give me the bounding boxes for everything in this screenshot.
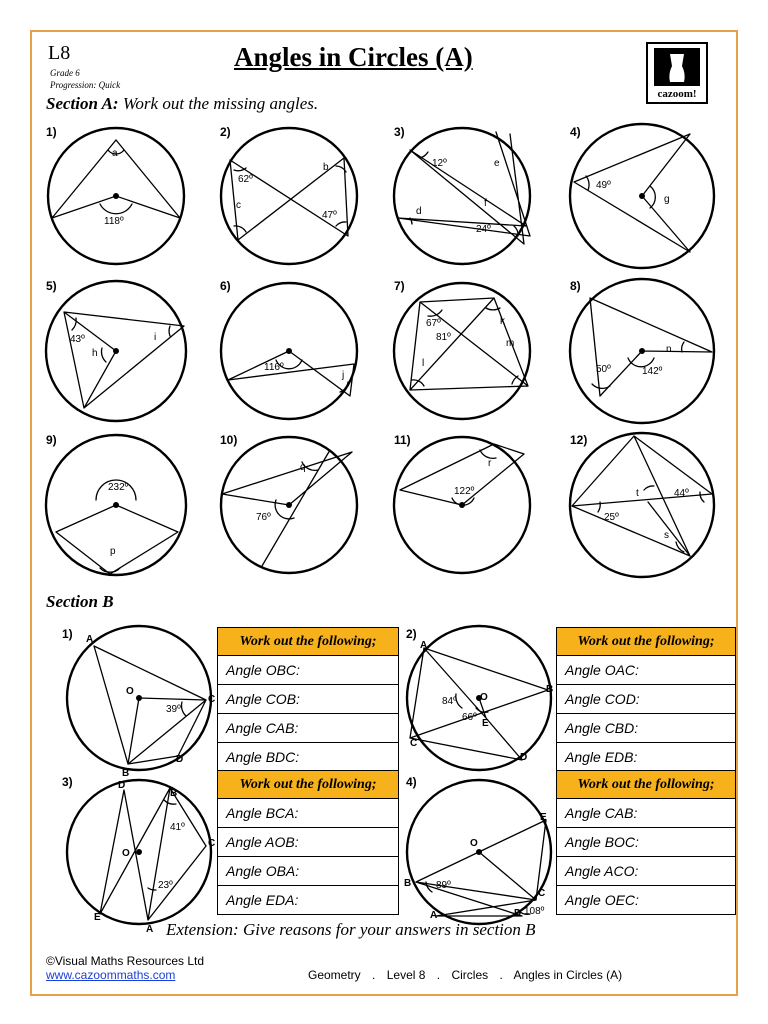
question-number: 12) [570, 433, 588, 447]
angle-label: f [484, 198, 487, 209]
question-number: 4) [570, 125, 581, 139]
section-b-label: Section B [46, 592, 114, 611]
point-label: C [538, 888, 546, 899]
angle-label: i [154, 332, 157, 343]
section-a-instruction: Work out the missing angles. [122, 94, 319, 113]
angle-label: m [506, 338, 515, 349]
task-cell[interactable]: Angle OBA: [218, 857, 399, 886]
point-label: A [430, 910, 438, 921]
point-label: E [94, 912, 101, 923]
footer-breadcrumb [308, 968, 622, 982]
footer-topic: Geometry [308, 968, 361, 982]
point-label: D [514, 908, 522, 919]
task-cell[interactable]: Angle CAB: [557, 799, 736, 828]
question-number: 8) [570, 279, 581, 293]
question-number: 10) [220, 433, 238, 447]
point-label: C [410, 738, 418, 749]
angle-label: 89º [436, 880, 451, 891]
point-label: B [170, 788, 178, 799]
angle-label: s [664, 530, 669, 541]
angle-label: 12º [432, 158, 447, 169]
point-label: O [126, 686, 134, 697]
footer-sheet: Angles in Circles (A) [513, 968, 623, 982]
task-cell[interactable]: Angle ACO: [557, 857, 736, 886]
angle-label: 76º [256, 512, 271, 523]
angle-label: 23º [158, 880, 173, 891]
point-label: O [122, 848, 130, 859]
angle-label: 43º [70, 334, 85, 345]
point-label: O [470, 838, 478, 849]
task-cell[interactable]: Angle OEC: [557, 886, 736, 915]
point-label: A [146, 924, 154, 935]
angle-label: d [416, 206, 422, 217]
point-label: D [118, 780, 126, 791]
angle-label: 67º [426, 318, 441, 329]
footer-unit: Circles [451, 968, 489, 982]
point-label: A [86, 634, 94, 645]
point-label: A [420, 640, 428, 651]
task-table-3 [217, 770, 399, 915]
table-header: Work out the following; [218, 771, 399, 799]
angle-label: q [300, 462, 306, 473]
angle-label: 81º [436, 332, 451, 343]
footer-separator: . [372, 968, 376, 982]
question-number: 3) [62, 775, 73, 789]
task-cell[interactable]: Angle CBD: [557, 714, 736, 743]
question-number: 9) [46, 433, 57, 447]
point-label: E [482, 718, 489, 729]
angle-label: 25º [604, 512, 619, 523]
angle-label: t [636, 488, 639, 499]
task-cell[interactable]: Angle AOB: [218, 828, 399, 857]
point-label: B [404, 878, 412, 889]
angle-label: 122º [454, 486, 475, 497]
point-label: E [540, 812, 547, 823]
angle-label: 44º [674, 488, 689, 499]
point-label: C [208, 838, 216, 849]
website-link-wrapper [46, 968, 175, 982]
website-link[interactable]: www.cazoommaths.com [46, 968, 176, 982]
question-number: 1) [62, 627, 73, 641]
task-cell[interactable]: Angle BDC: [218, 743, 399, 772]
task-cell[interactable]: Angle CAB: [218, 714, 399, 743]
angle-label: 66º [462, 712, 477, 723]
angle-label: 116º [264, 362, 284, 373]
question-number: 2) [220, 125, 231, 139]
footer-level: Level 8 [386, 968, 426, 982]
angle-label: h [92, 348, 98, 359]
table-header: Work out the following; [557, 771, 736, 799]
angle-label: 39º [166, 704, 181, 715]
question-number: 2) [406, 627, 417, 641]
table-header: Work out the following; [557, 628, 736, 656]
angle-label: n [666, 344, 672, 355]
angle-label: k [500, 316, 505, 327]
task-cell[interactable]: Angle COB: [218, 685, 399, 714]
copyright-text: ©Visual Maths Resources Ltd [46, 954, 205, 968]
angle-label: 49º [596, 180, 611, 191]
angle-label: 41º [170, 822, 185, 833]
angle-label: 50º [596, 364, 611, 375]
angle-label: 84º [442, 696, 457, 707]
angle-label: 62º [238, 174, 253, 185]
angle-label: c [236, 200, 241, 211]
question-number: 4) [406, 775, 417, 789]
level-label: L8 [48, 42, 71, 64]
section-a-label: Section A: [46, 94, 119, 113]
grade-label: Grade 6 [50, 68, 80, 78]
task-cell[interactable]: Angle EDA: [218, 886, 399, 915]
task-table-4 [556, 770, 736, 915]
angle-label: e [494, 158, 500, 169]
angle-label: 108º [524, 906, 545, 917]
task-cell[interactable]: Angle BCA: [218, 799, 399, 828]
question-number: 11) [394, 433, 411, 447]
point-label: C [208, 694, 216, 705]
task-cell[interactable]: Angle COD: [557, 685, 736, 714]
logo-text: cazoom! [657, 88, 697, 100]
angle-label: 142º [642, 366, 663, 377]
extension-text: Extension: Give reasons for your answers in section B [166, 920, 536, 939]
footer-separator: . [499, 968, 503, 982]
table-header: Work out the following; [218, 628, 399, 656]
angle-label: g [664, 194, 670, 205]
question-number: 7) [394, 279, 405, 293]
task-cell[interactable]: Angle EDB: [557, 743, 736, 772]
worksheet-title: Angles in Circles (A) [234, 42, 473, 72]
task-cell[interactable]: Angle OAC: [557, 656, 736, 685]
question-number: 1) [46, 125, 57, 139]
progression-label: Progression: Quick [50, 80, 121, 90]
question-number: 6) [220, 279, 231, 293]
task-cell[interactable]: Angle BOC: [557, 828, 736, 857]
angle-label: 47º [322, 210, 337, 221]
footer-separator: . [436, 968, 441, 982]
angle-label: j [342, 370, 345, 381]
angle-label: b [323, 162, 329, 173]
angle-label: l [422, 358, 425, 369]
task-table-1 [217, 627, 399, 772]
point-label: B [122, 768, 130, 779]
point-label: O [480, 692, 488, 703]
task-cell[interactable]: Angle OBC: [218, 656, 399, 685]
point-label: B [546, 684, 554, 695]
angle-label: a [112, 148, 118, 159]
point-label: D [176, 754, 184, 765]
question-number: 5) [46, 279, 57, 293]
task-table-2 [556, 627, 736, 772]
angle-label: 24º [476, 224, 491, 235]
angle-label: r [488, 458, 492, 469]
angle-label: p [110, 546, 116, 557]
point-label: D [520, 752, 528, 763]
angle-label: 118º [104, 216, 124, 227]
question-number: 3) [394, 125, 405, 139]
angle-label: 232º [108, 482, 129, 493]
